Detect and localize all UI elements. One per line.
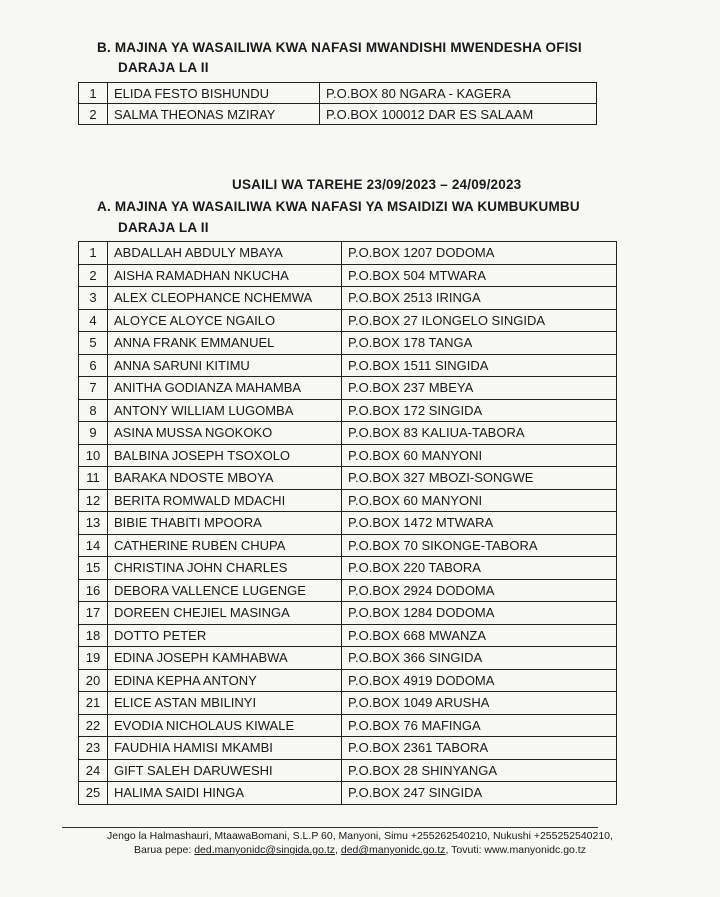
table-row [79, 242, 617, 265]
footer-contacts [0, 844, 720, 856]
table-row [79, 512, 617, 535]
row-name: ANNA FRANK EMMANUEL [108, 332, 342, 355]
row-name: GIFT SALEH DARUWESHI [108, 759, 342, 782]
row-name: DOREEN CHEJIEL MASINGA [108, 602, 342, 625]
table-row [79, 534, 617, 557]
row-name: EVODIA NICHOLAUS KIWALE [108, 714, 342, 737]
table-row [79, 422, 617, 445]
row-name: AISHA RAMADHAN NKUCHA [108, 264, 342, 287]
row-name: BALBINA JOSEPH TSOXOLO [108, 444, 342, 467]
table-row [79, 354, 617, 377]
table-row [79, 557, 617, 580]
footer-email-label: Barua pepe: [134, 844, 195, 856]
table-row [79, 489, 617, 512]
table-row [79, 669, 617, 692]
row-number: 18 [79, 624, 108, 647]
row-name: ANNA SARUNI KITIMU [108, 354, 342, 377]
section-a-heading-line2: DARAJA LA II [118, 220, 209, 235]
row-address: P.O.BOX 4919 DODOMA [342, 669, 617, 692]
row-number: 24 [79, 759, 108, 782]
row-address: P.O.BOX 366 SINGIDA [342, 647, 617, 670]
footer-divider [62, 827, 598, 828]
interview-date-title: USAILI WA TAREHE 23/09/2023 – 24/09/2023 [232, 177, 522, 192]
row-number: 5 [79, 332, 108, 355]
table-row [79, 579, 617, 602]
row-address: P.O.BOX 27 ILONGELO SINGIDA [342, 309, 617, 332]
row-address: P.O.BOX 60 MANYONI [342, 489, 617, 512]
row-number: 12 [79, 489, 108, 512]
row-number: 8 [79, 399, 108, 422]
row-number: 2 [79, 104, 108, 125]
table-row [79, 287, 617, 310]
table-row [79, 737, 617, 760]
row-name: HALIMA SAIDI HINGA [108, 782, 342, 805]
row-number: 22 [79, 714, 108, 737]
row-address: P.O.BOX 100012 DAR ES SALAAM [320, 104, 597, 125]
section-b-heading-line1: B. MAJINA YA WASAILIWA KWA NAFASI MWANDISHI MWENDESHA OFISI [97, 40, 582, 55]
row-name: ANTONY WILLIAM LUGOMBA [108, 399, 342, 422]
table-row [79, 624, 617, 647]
row-number: 15 [79, 557, 108, 580]
row-address: P.O.BOX 327 MBOZI-SONGWE [342, 467, 617, 490]
row-number: 23 [79, 737, 108, 760]
row-name: BIBIE THABITI MPOORA [108, 512, 342, 535]
row-address: P.O.BOX 668 MWANZA [342, 624, 617, 647]
row-number: 7 [79, 377, 108, 400]
table-row [79, 309, 617, 332]
row-name: CATHERINE RUBEN CHUPA [108, 534, 342, 557]
table-row [79, 104, 597, 125]
table-row [79, 602, 617, 625]
footer-email-2[interactable]: ded@manyonidc.go.tz [340, 844, 446, 856]
row-address: P.O.BOX 1511 SINGIDA [342, 354, 617, 377]
row-number: 1 [79, 242, 108, 265]
row-name: BERITA ROMWALD MDACHI [108, 489, 342, 512]
row-name: EDINA KEPHA ANTONY [108, 669, 342, 692]
row-number: 3 [79, 287, 108, 310]
row-address: P.O.BOX 178 TANGA [342, 332, 617, 355]
row-address: P.O.BOX 220 TABORA [342, 557, 617, 580]
row-address: P.O.BOX 504 MTWARA [342, 264, 617, 287]
row-number: 1 [79, 83, 108, 104]
row-number: 17 [79, 602, 108, 625]
table-row [79, 377, 617, 400]
row-address: P.O.BOX 1472 MTWARA [342, 512, 617, 535]
footer-address: Jengo la Halmashauri, MtaawaBomani, S.L.P 60, Manyoni, Simu +255262540210, Nukushi +255252540210, [107, 830, 613, 842]
row-name: DEBORA VALLENCE LUGENGE [108, 579, 342, 602]
row-address: P.O.BOX 1284 DODOMA [342, 602, 617, 625]
row-address: P.O.BOX 2513 IRINGA [342, 287, 617, 310]
row-address: P.O.BOX 247 SINGIDA [342, 782, 617, 805]
row-address: P.O.BOX 2361 TABORA [342, 737, 617, 760]
row-address: P.O.BOX 28 SHINYANGA [342, 759, 617, 782]
table-row [79, 692, 617, 715]
row-name: ALOYCE ALOYCE NGAILO [108, 309, 342, 332]
row-number: 16 [79, 579, 108, 602]
row-number: 2 [79, 264, 108, 287]
row-number: 19 [79, 647, 108, 670]
row-address: P.O.BOX 83 KALIUA-TABORA [342, 422, 617, 445]
row-number: 14 [79, 534, 108, 557]
row-number: 21 [79, 692, 108, 715]
row-name: BARAKA NDOSTE MBOYA [108, 467, 342, 490]
row-address: P.O.BOX 76 MAFINGA [342, 714, 617, 737]
table-row [79, 83, 597, 104]
row-address: P.O.BOX 2924 DODOMA [342, 579, 617, 602]
row-number: 4 [79, 309, 108, 332]
section-a-heading-line1: A. MAJINA YA WASAILIWA KWA NAFASI YA MSAIDIZI WA KUMBUKUMBU [97, 199, 580, 214]
row-number: 10 [79, 444, 108, 467]
table-row [79, 444, 617, 467]
row-name: DOTTO PETER [108, 624, 342, 647]
row-name: ELICE ASTAN MBILINYI [108, 692, 342, 715]
table-row [79, 759, 617, 782]
table-row [79, 714, 617, 737]
row-name: FAUDHIA HAMISI MKAMBI [108, 737, 342, 760]
row-number: 9 [79, 422, 108, 445]
table-row [79, 782, 617, 805]
row-name: ASINA MUSSA NGOKOKO [108, 422, 342, 445]
row-name: ELIDA FESTO BISHUNDU [108, 83, 320, 104]
row-address: P.O.BOX 237 MBEYA [342, 377, 617, 400]
table-row [79, 647, 617, 670]
footer-separator: , [335, 844, 341, 856]
row-address: P.O.BOX 1049 ARUSHA [342, 692, 617, 715]
table-row [79, 332, 617, 355]
row-name: ANITHA GODIANZA MAHAMBA [108, 377, 342, 400]
row-number: 6 [79, 354, 108, 377]
row-name: CHRISTINA JOHN CHARLES [108, 557, 342, 580]
table-row [79, 264, 617, 287]
row-address: P.O.BOX 80 NGARA - KAGERA [320, 83, 597, 104]
row-name: ALEX CLEOPHANCE NCHEMWA [108, 287, 342, 310]
section-b-heading-line2: DARAJA LA II [118, 60, 209, 75]
table-row [79, 467, 617, 490]
table-row [79, 399, 617, 422]
row-name: ABDALLAH ABDULY MBAYA [108, 242, 342, 265]
row-number: 11 [79, 467, 108, 490]
section-b-table [78, 82, 597, 125]
row-number: 20 [79, 669, 108, 692]
row-number: 25 [79, 782, 108, 805]
footer-website: , Tovuti: www.manyonidc.go.tz [445, 844, 586, 856]
footer-email-1[interactable]: ded.manyonidc@singida.go.tz [194, 844, 336, 856]
row-name: EDINA JOSEPH KAMHABWA [108, 647, 342, 670]
row-address: P.O.BOX 70 SIKONGE-TABORA [342, 534, 617, 557]
row-address: P.O.BOX 1207 DODOMA [342, 242, 617, 265]
section-a-table [78, 241, 617, 805]
row-number: 13 [79, 512, 108, 535]
row-name: SALMA THEONAS MZIRAY [108, 104, 320, 125]
row-address: P.O.BOX 60 MANYONI [342, 444, 617, 467]
row-address: P.O.BOX 172 SINGIDA [342, 399, 617, 422]
